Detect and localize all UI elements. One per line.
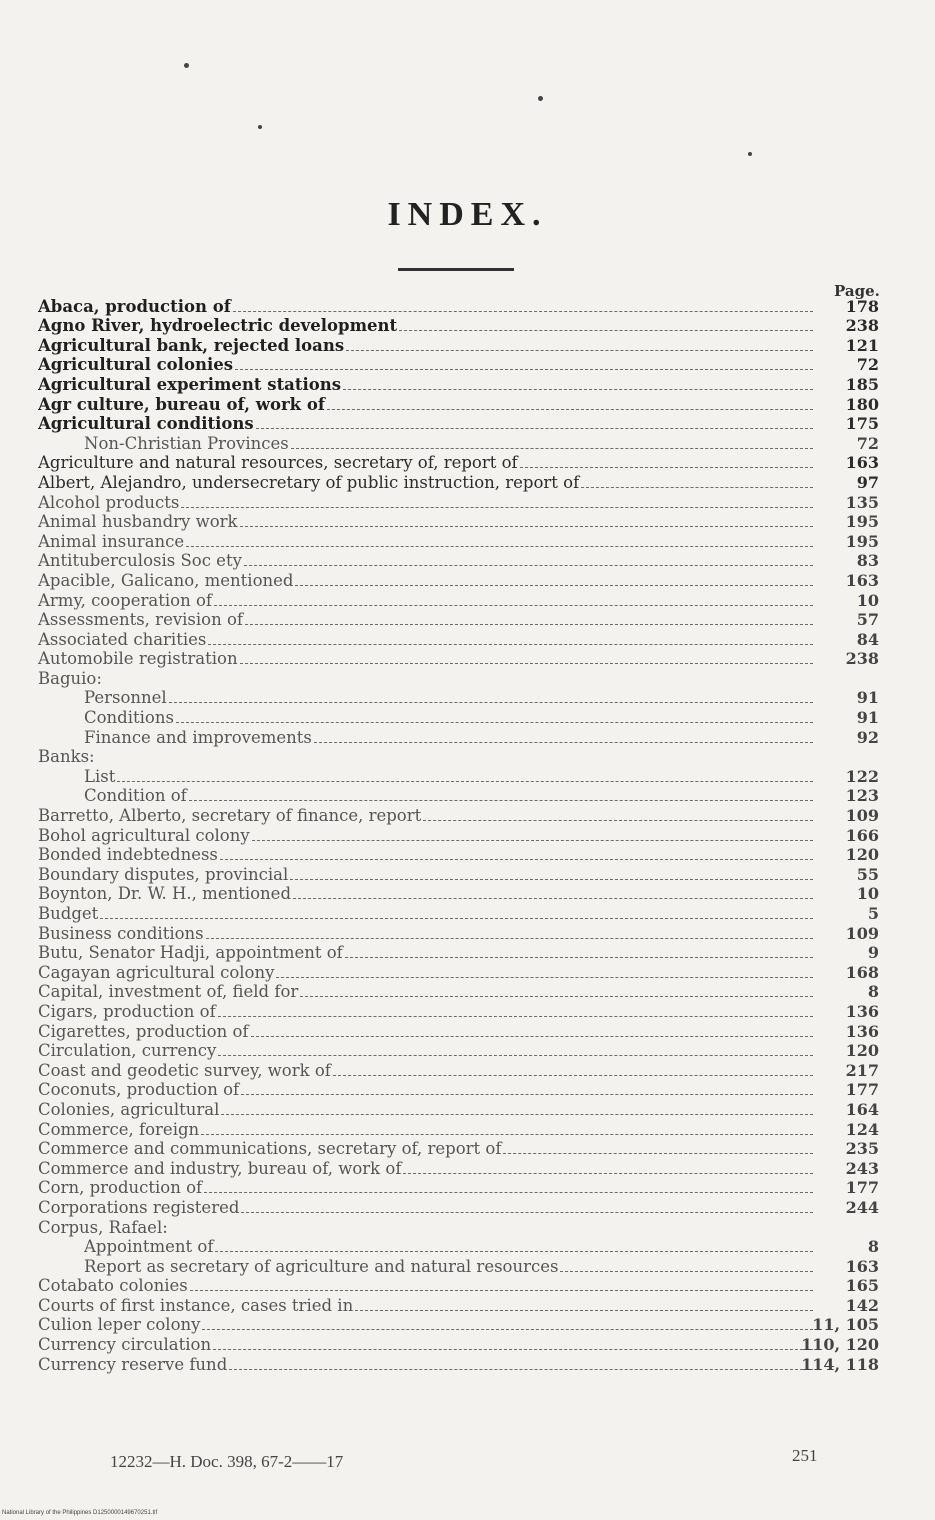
entry-text bbox=[38, 1080, 813, 1099]
entry-label: Agno River, hydroelectric development bbox=[38, 316, 398, 336]
index-entry bbox=[0, 570, 935, 590]
dot-leader bbox=[213, 1348, 813, 1350]
entry-page-number: 195 bbox=[845, 512, 879, 532]
index-subentry bbox=[0, 688, 935, 708]
entry-text bbox=[38, 1335, 813, 1354]
index-entry bbox=[0, 316, 935, 336]
entry-page-number: 243 bbox=[845, 1158, 879, 1178]
index-subentry bbox=[0, 1237, 935, 1257]
entry-page-number: 164 bbox=[845, 1099, 879, 1119]
entry-text bbox=[38, 1198, 813, 1217]
dot-leader bbox=[215, 1250, 813, 1252]
entry-page-number: 238 bbox=[845, 649, 879, 669]
entry-text bbox=[38, 297, 813, 316]
entry-label: Non-Christian Provinces bbox=[84, 433, 289, 453]
entry-text bbox=[38, 1276, 813, 1295]
dot-leader bbox=[186, 545, 813, 547]
index-entry bbox=[0, 1276, 935, 1296]
entry-label: Currency reserve fund bbox=[38, 1354, 228, 1374]
entry-label: Bohol agricultural colony bbox=[38, 825, 250, 845]
entry-label: Baguio: bbox=[38, 668, 102, 688]
entry-text bbox=[38, 1218, 813, 1237]
entry-label: Commerce and communications, secretary of, report of bbox=[38, 1139, 502, 1159]
index-entry bbox=[0, 1315, 935, 1335]
entry-text bbox=[38, 826, 813, 845]
entry-page-number: 124 bbox=[845, 1119, 879, 1139]
entry-page-number: 8 bbox=[867, 1237, 879, 1257]
entry-label: Boundary disputes, provincial bbox=[38, 864, 289, 884]
entry-text bbox=[38, 924, 813, 943]
entry-page-number: 166 bbox=[845, 825, 879, 845]
entry-label: Report as secretary of agriculture and natural resources bbox=[84, 1256, 559, 1276]
entry-text bbox=[38, 669, 813, 688]
entry-label: Agricultural experiment stations bbox=[38, 374, 342, 394]
entry-text bbox=[38, 1159, 813, 1178]
index-entry bbox=[0, 453, 935, 473]
index-entry bbox=[0, 492, 935, 512]
index-entry bbox=[0, 590, 935, 610]
dot-leader bbox=[201, 1133, 813, 1135]
entry-label: Assessments, revision of bbox=[38, 610, 244, 630]
entry-label: Bonded indebtedness bbox=[38, 845, 218, 865]
index-entry bbox=[0, 355, 935, 375]
entry-page-number: 110, 120 bbox=[801, 1335, 879, 1355]
dot-leader bbox=[520, 466, 813, 468]
entry-text bbox=[84, 728, 813, 747]
entry-label: Animal insurance bbox=[38, 531, 185, 551]
entry-page-number: 55 bbox=[856, 864, 879, 884]
entry-text bbox=[38, 884, 813, 903]
index-entry bbox=[0, 805, 935, 825]
entry-label: Cotabato colonies bbox=[38, 1276, 188, 1296]
dot-leader bbox=[214, 604, 813, 606]
entry-page-number: 120 bbox=[845, 1041, 879, 1061]
index-entry bbox=[0, 884, 935, 904]
entry-page-number: 136 bbox=[845, 1001, 879, 1021]
index-heading bbox=[0, 747, 935, 767]
entry-page-number: 168 bbox=[845, 962, 879, 982]
entry-text bbox=[38, 1315, 813, 1334]
entry-label: Associated charities bbox=[38, 629, 207, 649]
entry-label: Currency circulation bbox=[38, 1335, 212, 1355]
dot-leader bbox=[345, 956, 813, 958]
entry-page-number: 121 bbox=[845, 335, 879, 355]
dot-leader bbox=[333, 1074, 813, 1076]
ink-speck bbox=[748, 152, 752, 156]
entry-label: Colonies, agricultural bbox=[38, 1099, 220, 1119]
index-entry bbox=[0, 551, 935, 571]
entry-text bbox=[38, 1178, 813, 1197]
entry-page-number: 163 bbox=[845, 1256, 879, 1276]
index-entry bbox=[0, 864, 935, 884]
entry-label: Agriculture and natural resources, secretary of, report of bbox=[38, 453, 518, 473]
index-entry bbox=[0, 610, 935, 630]
dot-leader bbox=[327, 408, 813, 410]
index-entry bbox=[0, 374, 935, 394]
index-subentry bbox=[0, 433, 935, 453]
entry-page-number: 136 bbox=[845, 1021, 879, 1041]
entry-label: List bbox=[84, 766, 116, 786]
dot-leader bbox=[206, 937, 813, 939]
dot-leader bbox=[293, 897, 813, 899]
entry-text bbox=[38, 1002, 813, 1021]
entry-text bbox=[38, 1296, 813, 1315]
title-rule bbox=[398, 268, 514, 271]
scan-credit: National Library of the Philippines D1250000149670251.tif bbox=[2, 1510, 158, 1516]
entry-label: Capital, investment of, field for bbox=[38, 982, 299, 1002]
entry-page-number: 195 bbox=[845, 531, 879, 551]
entry-page-number: 235 bbox=[845, 1139, 879, 1159]
index-entry bbox=[0, 394, 935, 414]
entry-text bbox=[38, 551, 813, 570]
entry-page-number: 92 bbox=[856, 727, 879, 747]
dot-leader bbox=[276, 976, 813, 978]
dot-leader bbox=[169, 701, 813, 703]
dot-leader bbox=[291, 447, 813, 449]
entry-text bbox=[38, 395, 813, 414]
index-entry bbox=[0, 335, 935, 355]
index-entry bbox=[0, 1354, 935, 1374]
dot-leader bbox=[560, 1270, 813, 1272]
entry-text bbox=[38, 473, 813, 492]
entry-text bbox=[38, 493, 813, 512]
entry-page-number: 122 bbox=[845, 766, 879, 786]
index-entry bbox=[0, 1099, 935, 1119]
dot-leader bbox=[241, 1211, 813, 1213]
entry-text bbox=[84, 1237, 813, 1256]
dot-leader bbox=[176, 721, 813, 723]
entry-page-number: 142 bbox=[845, 1295, 879, 1315]
entry-label: Cigarettes, production of bbox=[38, 1021, 249, 1041]
dot-leader bbox=[202, 1328, 813, 1330]
dot-leader bbox=[218, 1054, 813, 1056]
entry-text bbox=[38, 649, 813, 668]
entry-label: Commerce and industry, bureau of, work of bbox=[38, 1158, 402, 1178]
entry-label: Cigars, production of bbox=[38, 1001, 216, 1021]
index-entry bbox=[0, 629, 935, 649]
entry-text bbox=[84, 688, 813, 707]
dot-leader bbox=[241, 1093, 813, 1095]
entry-label: Agr culture, bureau of, work of bbox=[38, 394, 325, 414]
entry-page-number: 72 bbox=[856, 355, 879, 375]
entry-label: Business conditions bbox=[38, 923, 204, 943]
entry-label: Courts of first instance, cases tried in bbox=[38, 1295, 354, 1315]
dot-leader bbox=[300, 995, 813, 997]
entry-label: Coast and geodetic survey, work of bbox=[38, 1060, 331, 1080]
entry-text bbox=[84, 708, 813, 727]
entry-text bbox=[38, 414, 813, 433]
index-entry bbox=[0, 1334, 935, 1354]
entry-label: Army, cooperation of bbox=[38, 590, 212, 610]
entry-label: Personnel bbox=[84, 688, 167, 708]
entry-label: Boynton, Dr. W. H., mentioned bbox=[38, 884, 292, 904]
entry-page-number: 114, 118 bbox=[801, 1354, 879, 1374]
entry-text bbox=[84, 1257, 813, 1276]
entry-label: Animal husbandry work bbox=[38, 512, 238, 532]
dot-leader bbox=[229, 1368, 813, 1370]
index-entry bbox=[0, 296, 935, 316]
entry-text bbox=[38, 532, 813, 551]
entry-label: Corpus, Rafael: bbox=[38, 1217, 168, 1237]
entry-page-number: 120 bbox=[845, 845, 879, 865]
index-entry bbox=[0, 903, 935, 923]
index-subentry bbox=[0, 1256, 935, 1276]
entry-page-number: 185 bbox=[845, 374, 879, 394]
index-entry bbox=[0, 923, 935, 943]
entry-label: Budget bbox=[38, 904, 99, 923]
entry-page-number: 5 bbox=[867, 904, 879, 923]
ink-speck bbox=[538, 96, 543, 101]
dot-leader bbox=[100, 917, 813, 919]
entry-label: Antituberculosis Soc ety bbox=[38, 551, 242, 571]
index-entry bbox=[0, 512, 935, 532]
entry-page-number: 180 bbox=[845, 394, 879, 414]
entry-label: Agricultural conditions bbox=[38, 414, 254, 434]
index-entry bbox=[0, 649, 935, 669]
entry-label: Conditions bbox=[84, 708, 174, 728]
dot-leader bbox=[399, 329, 813, 331]
entry-label: Finance and improvements bbox=[84, 727, 312, 747]
entry-label: Alcohol products bbox=[38, 492, 180, 512]
entry-label: Cagayan agricultural colony bbox=[38, 962, 275, 982]
dot-leader bbox=[204, 1191, 813, 1193]
index-entry bbox=[0, 1080, 935, 1100]
entry-page-number: 83 bbox=[856, 551, 879, 571]
entry-text bbox=[38, 1022, 813, 1041]
entry-page-number: 97 bbox=[856, 472, 879, 492]
entry-text bbox=[38, 355, 813, 374]
entry-text bbox=[38, 747, 813, 766]
entry-page-number: 177 bbox=[845, 1080, 879, 1100]
dot-leader bbox=[251, 1035, 813, 1037]
entry-text bbox=[38, 512, 813, 531]
entry-page-number: 91 bbox=[856, 708, 879, 728]
ink-speck bbox=[258, 125, 262, 129]
index-entry bbox=[0, 1021, 935, 1041]
index-subentry bbox=[0, 707, 935, 727]
entry-page-number: 177 bbox=[845, 1178, 879, 1198]
dot-leader bbox=[290, 878, 813, 880]
dot-leader bbox=[190, 1289, 813, 1291]
entry-page-number: 72 bbox=[856, 433, 879, 453]
entry-label: Culion leper colony bbox=[38, 1315, 201, 1335]
entry-text bbox=[38, 943, 813, 962]
index-entry bbox=[0, 1178, 935, 1198]
entry-label: Agricultural bank, rejected loans bbox=[38, 335, 345, 355]
entry-text bbox=[38, 630, 813, 649]
dot-leader bbox=[252, 839, 813, 841]
index-entry bbox=[0, 825, 935, 845]
index-entry bbox=[0, 531, 935, 551]
entry-label: Automobile registration bbox=[38, 649, 238, 669]
dot-leader bbox=[218, 1015, 813, 1017]
dot-leader bbox=[221, 1113, 813, 1115]
entry-page-number: 10 bbox=[856, 884, 879, 904]
entry-page-number: 10 bbox=[856, 590, 879, 610]
index-entry bbox=[0, 1001, 935, 1021]
entry-page-number: 175 bbox=[845, 414, 879, 434]
index-heading bbox=[0, 668, 935, 688]
entry-page-number: 163 bbox=[845, 570, 879, 590]
dot-leader bbox=[423, 819, 813, 821]
dot-leader bbox=[244, 564, 813, 566]
entry-text bbox=[38, 375, 813, 394]
dot-leader bbox=[181, 506, 813, 508]
index-subentry bbox=[0, 727, 935, 747]
entry-page-number: 178 bbox=[845, 296, 879, 316]
entry-text bbox=[38, 982, 813, 1001]
dot-leader bbox=[581, 486, 813, 488]
entry-label: Abaca, production of bbox=[38, 296, 231, 316]
dot-leader bbox=[235, 368, 813, 370]
entry-label: Barretto, Alberto, secretary of finance, report bbox=[38, 806, 422, 826]
entry-text bbox=[38, 591, 813, 610]
entry-text bbox=[38, 1061, 813, 1080]
dot-leader bbox=[245, 623, 813, 625]
entry-page-number: 8 bbox=[867, 982, 879, 1002]
index-list bbox=[0, 296, 935, 1374]
dot-leader bbox=[220, 858, 813, 860]
index-heading bbox=[0, 1217, 935, 1237]
dot-leader bbox=[233, 310, 813, 312]
entry-text bbox=[38, 336, 813, 355]
entry-page-number: 109 bbox=[845, 923, 879, 943]
entry-page-number: 217 bbox=[845, 1060, 879, 1080]
dot-leader bbox=[240, 662, 813, 664]
dot-leader bbox=[503, 1152, 813, 1154]
entry-label: Corn, production of bbox=[38, 1178, 203, 1198]
entry-text bbox=[38, 1100, 813, 1119]
index-entry bbox=[0, 1119, 935, 1139]
index-entry bbox=[0, 982, 935, 1002]
index-subentry bbox=[0, 786, 935, 806]
entry-label: Albert, Alejandro, undersecretary of public instruction, report of bbox=[38, 472, 580, 492]
dot-leader bbox=[403, 1172, 813, 1174]
entry-label: Appointment of bbox=[84, 1237, 214, 1257]
entry-page-number: 123 bbox=[845, 786, 879, 806]
entry-page-number: 109 bbox=[845, 806, 879, 826]
dot-leader bbox=[189, 799, 813, 801]
entry-text bbox=[38, 806, 813, 825]
entry-text bbox=[84, 767, 813, 786]
entry-text bbox=[38, 1041, 813, 1060]
entry-text bbox=[38, 963, 813, 982]
entry-text bbox=[38, 904, 813, 923]
entry-label: Corporations registered bbox=[38, 1197, 240, 1217]
index-entry bbox=[0, 962, 935, 982]
entry-page-number: 135 bbox=[845, 492, 879, 512]
dot-leader bbox=[208, 643, 813, 645]
entry-page-number: 238 bbox=[845, 316, 879, 336]
entry-text bbox=[38, 453, 813, 472]
index-entry bbox=[0, 472, 935, 492]
entry-page-number: 9 bbox=[867, 943, 879, 963]
entry-page-number: 11, 105 bbox=[812, 1315, 879, 1335]
entry-text bbox=[38, 610, 813, 629]
entry-text bbox=[38, 865, 813, 884]
dot-leader bbox=[314, 741, 813, 743]
entry-page-number: 84 bbox=[856, 629, 879, 649]
index-entry bbox=[0, 1060, 935, 1080]
index-subentry bbox=[0, 766, 935, 786]
entry-label: Circulation, currency bbox=[38, 1041, 217, 1061]
entry-page-number: 244 bbox=[845, 1197, 879, 1217]
dot-leader bbox=[240, 525, 813, 527]
page-number: 251 bbox=[792, 1446, 818, 1465]
entry-label: Agricultural colonies bbox=[38, 355, 234, 375]
entry-text bbox=[38, 316, 813, 335]
dot-leader bbox=[295, 584, 813, 586]
entry-label: Banks: bbox=[38, 747, 95, 767]
entry-page-number: 91 bbox=[856, 688, 879, 708]
entry-text bbox=[84, 434, 813, 453]
entry-page-number: 57 bbox=[856, 610, 879, 630]
page-column-label: Page. bbox=[834, 282, 880, 300]
index-entry bbox=[0, 1041, 935, 1061]
document-reference: 12232—H. Doc. 398, 67-2——17 bbox=[110, 1452, 344, 1471]
entry-text bbox=[38, 845, 813, 864]
dot-leader bbox=[117, 780, 813, 782]
entry-page-number: 163 bbox=[845, 453, 879, 473]
page-title: INDEX. bbox=[387, 196, 548, 233]
index-entry bbox=[0, 1197, 935, 1217]
entry-label: Commerce, foreign bbox=[38, 1119, 200, 1139]
dot-leader bbox=[355, 1309, 813, 1311]
index-entry bbox=[0, 845, 935, 865]
entry-label: Apacible, Galicano, mentioned bbox=[38, 570, 294, 590]
index-entry bbox=[0, 1139, 935, 1159]
entry-text bbox=[38, 1139, 813, 1158]
ink-speck bbox=[184, 63, 189, 68]
index-entry bbox=[0, 1295, 935, 1315]
entry-label: Condition of bbox=[84, 786, 187, 806]
entry-text bbox=[38, 1355, 813, 1374]
index-entry bbox=[0, 943, 935, 963]
index-entry bbox=[0, 414, 935, 434]
index-entry bbox=[0, 1158, 935, 1178]
entry-label: Butu, Senator Hadji, appointment of bbox=[38, 943, 343, 963]
entry-page-number: 165 bbox=[845, 1276, 879, 1296]
dot-leader bbox=[343, 388, 813, 390]
entry-text bbox=[38, 571, 813, 590]
dot-leader bbox=[346, 349, 813, 351]
entry-text bbox=[84, 786, 813, 805]
entry-label: Coconuts, production of bbox=[38, 1080, 240, 1100]
entry-text bbox=[38, 1120, 813, 1139]
dot-leader bbox=[256, 427, 813, 429]
